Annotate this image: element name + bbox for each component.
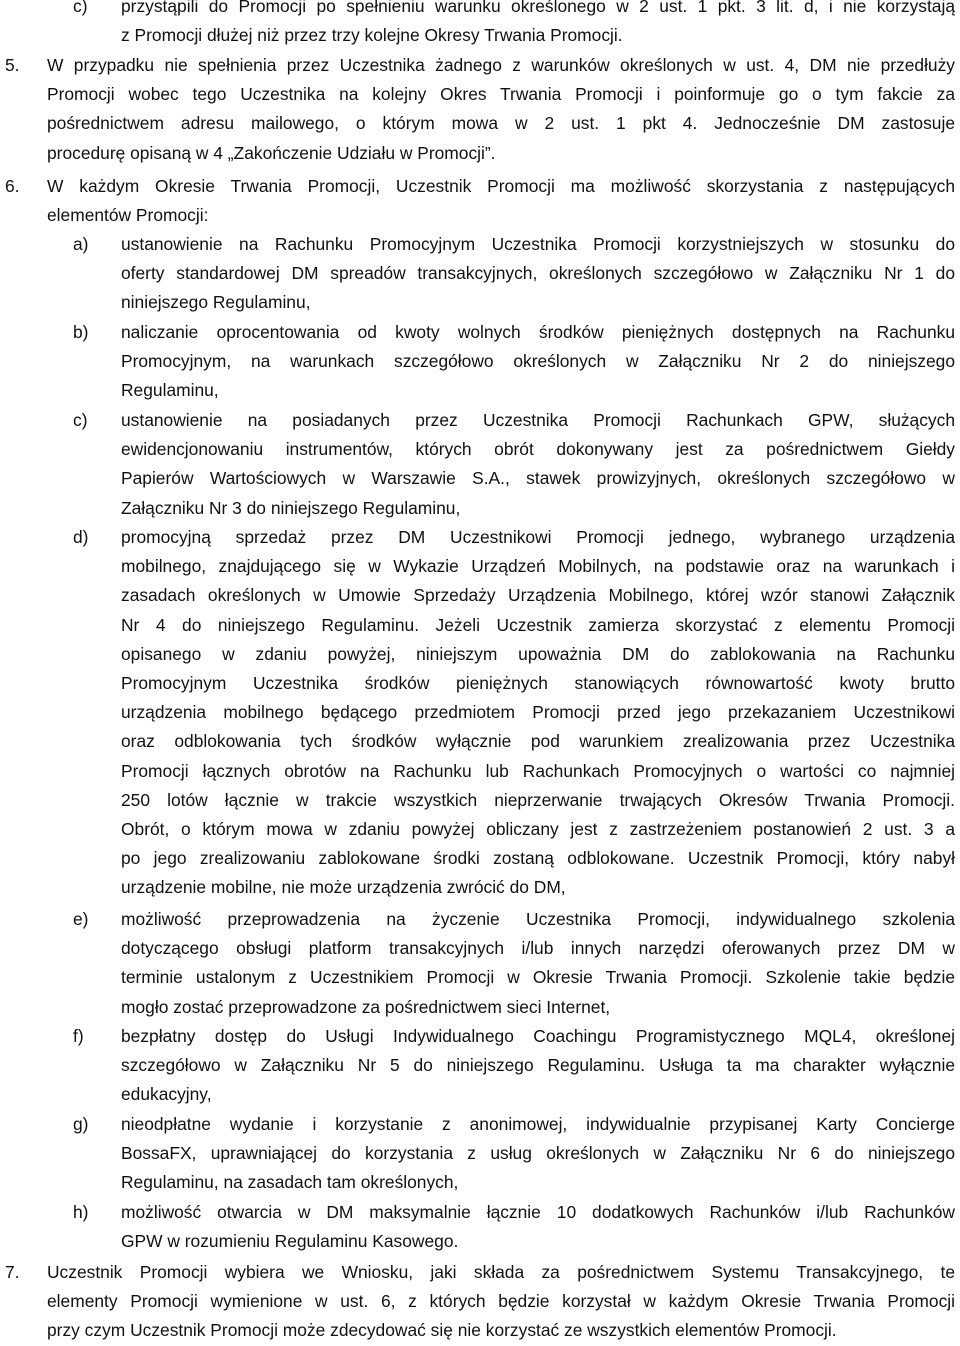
text-line: oraz odblokowania tych środków wyłącznie pod warunkiem zrealizowania przez Uczestnika — [121, 731, 955, 752]
text-line: dotyczącego obsługi platform transakcyjnych i/lub innych narzędzi oferowanych przez DM w — [121, 938, 955, 959]
text-line: ustanowienie na Rachunku Promocyjnym Uczestnika Promocji korzystniejszych w stosunku do — [121, 234, 955, 254]
text-line: Promocji wobec tego Uczestnika na kolejny Okres Trwania Promocji i poinformuje go o tym fakcie za — [47, 84, 955, 105]
text-line: elementy Promocji wymienione w ust. 6, z których będzie korzystał w każdym Okresie Trwania Promocji — [47, 1291, 955, 1312]
text-line: z Promocji dłużej niż przez trzy kolejne Okresy Trwania Promocji. — [121, 25, 623, 46]
text-line: Promocyjnym Uczestnika środków pieniężnych stanowiących równowartość kwoty brutto — [121, 673, 955, 694]
text-line: procedurę opisaną w 4 „Zakończenie Udziału w Promocji”. — [47, 142, 496, 163]
list-marker: 5. — [5, 55, 20, 75]
text-line: GPW w rozumieniu Regulaminu Kasowego. — [121, 1231, 459, 1252]
text-line: oferty standardowej DM spreadów transakcyjnych, określonych szczegółowo w Załączniku Nr 1 do — [121, 263, 955, 284]
list-item-f — [121, 1022, 955, 1110]
text-line: po jego zrealizowaniu zablokowane środki zostaną odblokowane. Uczestnik Promocji, który nabył — [121, 848, 955, 869]
text-line: pośrednictwem adresu mailowego, o którym mowa w 2 ust. 1 pkt 4. Jednocześnie DM zastosuje — [47, 113, 955, 134]
list-item-h — [121, 1198, 955, 1256]
text-line: terminie ustalonym z Uczestnikiem Promocji w Okresie Trwania Promocji. Szkolenie takie będzie — [121, 967, 955, 988]
text-line: mobilnego, znajdującego się w Wykazie Urządzeń Mobilnych, na podstawie oraz na warunkach i — [121, 556, 955, 577]
text-line: naliczanie oprocentowania od kwoty wolnych środków pieniężnych dostępnych na Rachunku — [121, 322, 955, 342]
text-line: możliwość otwarcia w DM maksymalnie łącznie 10 dodatkowych Rachunków i/lub Rachunków — [121, 1202, 955, 1222]
list-item-e — [121, 905, 955, 1022]
text-line: Regulaminu, na zasadach tam określonych, — [121, 1172, 459, 1193]
list-item-c — [121, 406, 955, 523]
list-marker: a) — [73, 234, 89, 254]
text-line: bezpłatny dostęp do Usługi Indywidualnego Coachingu Programistycznego MQL4, określonej — [121, 1026, 955, 1046]
list-item-c-top — [121, 0, 955, 50]
text-line: Promocji łącznych obrotów na Rachunku lub Rachunkach Promocyjnych o wartości co najmniej — [121, 760, 955, 781]
text-line: urządzenie mobilne, nie może urządzenia zwrócić do DM, — [121, 877, 566, 898]
text-line: BossaFX, uprawniającej do korzystania z usług określonych w Załączniku Nr 6 do niniejszego — [121, 1143, 955, 1164]
text-line: opisanego w zdaniu powyżej, niniejszym upoważnia DM do zablokowania na Rachunku — [121, 643, 955, 664]
text-line: Regulaminu, — [121, 380, 219, 401]
list-marker: e) — [73, 909, 89, 929]
text-line: W przypadku nie spełnienia przez Uczestnika żadnego z warunków określonych w ust. 4, DM nie przedłuży — [47, 55, 955, 75]
list-marker: f) — [73, 1026, 84, 1046]
list-marker: g) — [73, 1114, 89, 1134]
text-line: możliwość przeprowadzenia na życzenie Uczestnika Promocji, indywidualnego szkolenia — [121, 909, 955, 929]
list-marker: h) — [73, 1202, 89, 1222]
list-item-g — [121, 1110, 955, 1198]
text-line: Promocyjnym, na warunkach szczegółowo określonych w Załączniku Nr 2 do niniejszego — [121, 351, 955, 372]
text-line: przystąpili do Promocji po spełnieniu warunku określonego w 2 ust. 1 pkt. 3 lit. d, i nie korzystają — [121, 0, 955, 16]
list-marker: 7. — [5, 1262, 20, 1282]
text-line: mogło zostać przeprowadzone za pośrednictwem sieci Internet, — [121, 996, 611, 1017]
text-line: szczegółowo w Załączniku Nr 5 do niniejszego Regulaminu. Usługa ta ma charakter wyłącznie — [121, 1055, 955, 1076]
list-marker: 6. — [5, 176, 20, 196]
list-item-b — [121, 318, 955, 406]
text-line: Uczestnik Promocji wybiera we Wniosku, jaki składa za pośrednictwem Systemu Transakcyjnego, te — [47, 1262, 955, 1282]
list-marker: c) — [73, 0, 88, 16]
text-line: zasadach określonych w Umowie Sprzedaży Urządzenia Mobilnego, której wzór stanowi Załącznik — [121, 585, 955, 606]
text-line: Papierów Wartościowych w Warszawie S.A., stawek prowizyjnych, określonych szczegółowo w — [121, 468, 955, 489]
text-line: elementów Promocji: — [47, 205, 209, 226]
text-line: urządzenia mobilnego będącego przedmiotem Promocji przed jego przekazaniem Uczestnikowi — [121, 702, 955, 723]
text-line: W każdym Okresie Trwania Promocji, Uczestnik Promocji ma możliwość skorzystania z następujących — [47, 176, 955, 196]
text-line: nieodpłatne wydanie i korzystanie z anonimowej, indywidualnie przypisanej Karty Concierge — [121, 1114, 955, 1134]
text-line: przy czym Uczestnik Promocji może zdecydować się nie korzystać ze wszystkich elementów Promocji. — [47, 1320, 837, 1341]
text-line: ustanowienie na posiadanych przez Uczestnika Promocji Rachunkach GPW, służących — [121, 410, 955, 430]
text-line: Nr 4 do niniejszego Regulaminu. Jeżeli Uczestnik zamierza skorzystać z elementu Promocji — [121, 614, 955, 635]
text-line: ewidencjonowaniu instrumentów, których obrót dokonywany jest za pośrednictwem Giełdy — [121, 439, 955, 460]
list-marker: b) — [73, 322, 89, 342]
text-line: edukacyjny, — [121, 1084, 212, 1105]
paragraph-7 — [47, 1258, 955, 1346]
list-marker: d) — [73, 527, 89, 547]
paragraph-5 — [47, 51, 955, 168]
text-line: promocyjną sprzedaż przez DM Uczestnikowi Promocji jednego, wybranego urządzenia — [121, 527, 955, 547]
paragraph-6 — [47, 172, 955, 230]
text-line: niniejszego Regulaminu, — [121, 292, 311, 313]
text-line: Załączniku Nr 3 do niniejszego Regulaminu, — [121, 497, 461, 518]
text-line: Obrót, o którym mowa w zdaniu powyżej obliczany jest z zastrzeżeniem postanowień 2 ust. 3 a — [121, 819, 955, 840]
list-item-d — [121, 523, 955, 903]
text-line: 250 lotów łącznie w trakcie wszystkich nieprzerwanie trwających Okresów Trwania Promocji. — [121, 789, 955, 810]
list-marker: c) — [73, 410, 88, 430]
list-item-a — [121, 230, 955, 318]
